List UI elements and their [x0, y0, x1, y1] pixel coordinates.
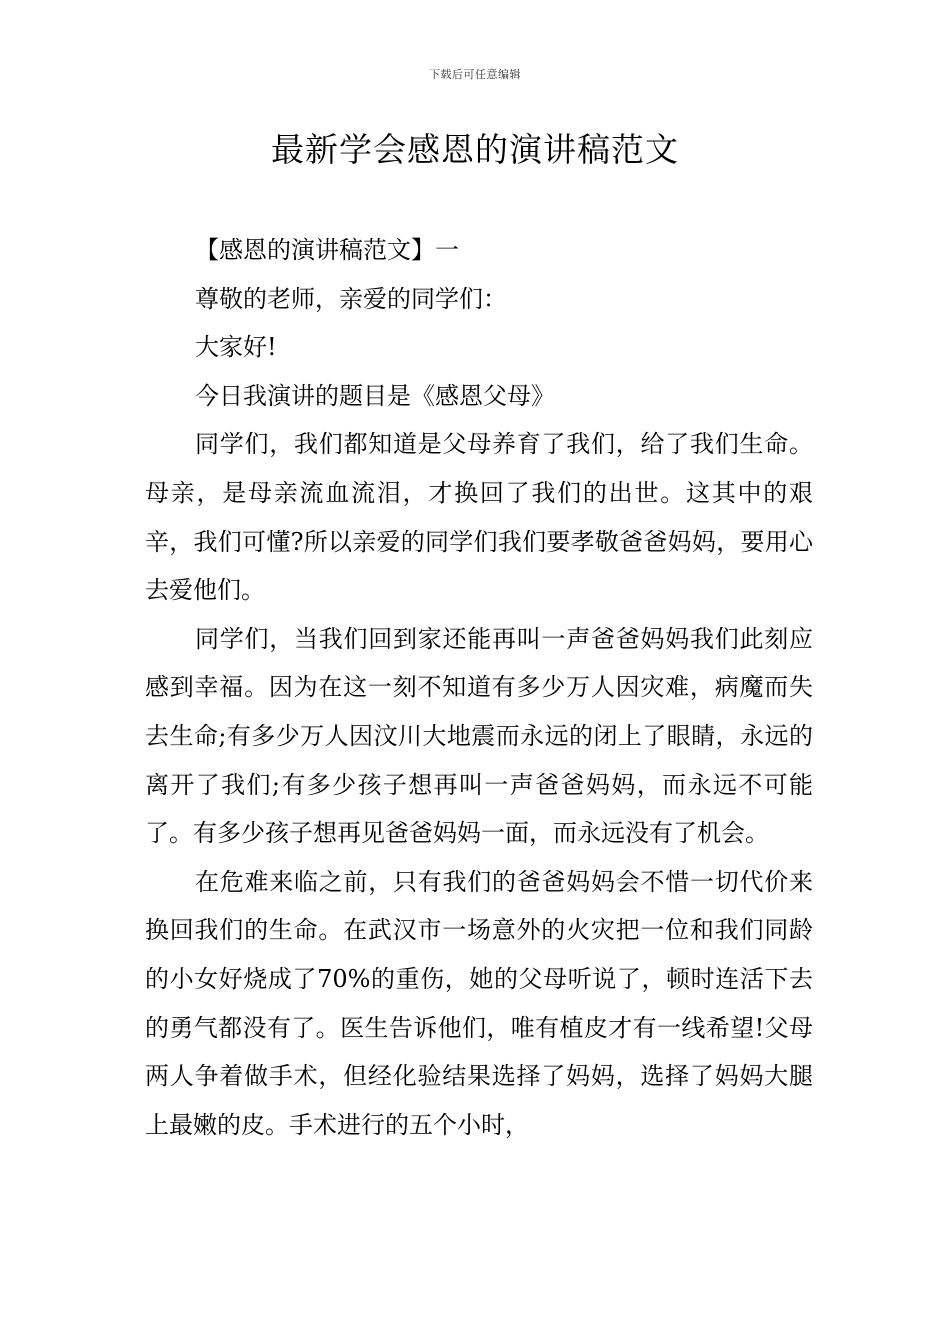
paragraph: 同学们，我们都知道是父母养育了我们，给了我们生命。母亲，是母亲流血流泪，才换回了我们的出世。这其中的艰辛，我们可懂?所以亲爱的同学们我们要孝敬爸爸妈妈，要用心去爱他们。 [145, 430, 813, 605]
greeting: 大家好! [195, 333, 277, 362]
header-note: 下载后可任意编辑 [429, 68, 521, 81]
topic-line: 今日我演讲的题目是《感恩父母》 [195, 381, 555, 410]
document-title: 最新学会感恩的演讲稿范文 [271, 130, 679, 169]
section-heading: 【感恩的演讲稿范文】一 [195, 236, 459, 264]
paragraph: 同学们，当我们回到家还能再叫一声爸爸妈妈我们此刻应感到幸福。因为在这一刻不知道有多少万人因灾难，病魔而失去生命;有多少万人因汶川大地震而永远的闭上了眼睛，永远的离开了我们;有多少孩子想再叫一声爸爸妈妈，而永远不可能了。有多少孩子想再见爸爸妈妈一面，而永远没有了机会。 [145, 624, 813, 848]
salutation: 尊敬的老师，亲爱的同学们： [195, 284, 507, 313]
paragraph: 在危难来临之前，只有我们的爸爸妈妈会不惜一切代价来换回我们的生命。在武汉市一场意外的火灾把一位和我们同龄的小女好烧成了70%的重伤，她的父母听说了，顿时连活下去的勇气都没有了。医生告诉他们，唯有植皮才有一线希望!父母两人争着做手术，但经化验结果选择了妈妈，选择了妈妈大腿上最嫩的皮。手术进行的五个小时， [145, 867, 813, 1139]
document-body [145, 226, 813, 1149]
